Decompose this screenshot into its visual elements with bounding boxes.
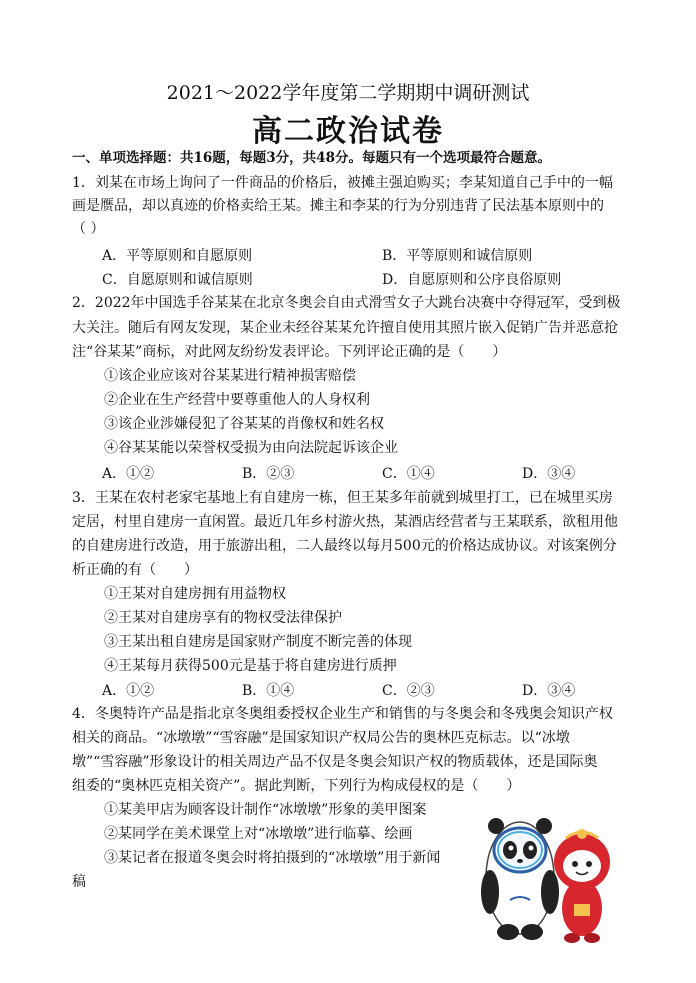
bing-dwen-dwen-icon <box>481 818 559 940</box>
shuey-rhon-rhon-icon <box>554 829 610 943</box>
q4-line-4: 组委的“奥林匹克相关资产”。据此判断，下列行为构成侵权的是（ ） <box>72 778 521 794</box>
q3-item-4: ④王某每月获得500元是基于将自建房进行质押 <box>104 658 397 674</box>
q2-line-1: 2．2022年中国选手谷某某在北京冬奥会自由式滑雪女子大跳台决赛中夺得冠军，受到极 <box>72 295 621 311</box>
q2-option-b: B．②③ <box>242 466 295 482</box>
q4-line-1: 4．冬奥特许产品是指北京冬奥组委授权企业生产和销售的与冬奥会和冬残奥会知识产权 <box>72 706 613 722</box>
q2-item-2: ②企业在生产经营中要尊重他人的人身权利 <box>104 392 370 408</box>
q2-option-c: C．①④ <box>382 466 435 482</box>
q1-option-d: D．自愿原则和公序良俗原则 <box>382 272 562 288</box>
q1-option-b: B．平等原则和诚信原则 <box>382 248 533 264</box>
q4-line-tail: 稿 <box>72 874 86 890</box>
q4-item-2: ②某同学在美术课堂上对“冰墩墩”进行临摹、绘画 <box>104 826 413 842</box>
q3-option-b: B．①④ <box>242 683 295 699</box>
q2-option-d: D．③④ <box>522 466 576 482</box>
q3-item-1: ①王某对自建房拥有用益物权 <box>104 586 286 602</box>
q2-option-a: A．①② <box>102 466 155 482</box>
exam-title: 2021～2022学年度第二学期期中调研测试 <box>166 82 530 104</box>
q2-line-2: 大关注。随后有网友发现，某企业未经谷某某允许擅自使用其照片嵌入促销广告并恶意抢 <box>72 320 618 336</box>
q4-item-1: ①某美甲店为顾客设计制作“冰墩墩”形象的美甲图案 <box>104 802 427 818</box>
q3-line-4: 析正确的有（ ） <box>72 562 198 578</box>
q1-line-1: 1．刘某在市场上询问了一件商品的价格后，被摊主强迫购买；李某知道自己手中的一幅 <box>72 175 613 191</box>
q1-option-a: A．平等原则和自愿原则 <box>102 248 253 264</box>
q2-item-3: ③该企业涉嫌侵犯了谷某某的肖像权和姓名权 <box>104 416 384 432</box>
q2-item-4: ④谷某某能以荣誉权受损为由向法院起诉该企业 <box>104 440 398 456</box>
section-heading: 一、单项选择题：共16题，每题3分，共48分。每题只有一个选项最符合题意。 <box>72 150 551 166</box>
q4-line-3: 墩”“雪容融”形象设计的相关周边产品不仅是冬奥会知识产权的物质载体，还是国际奥 <box>72 754 598 770</box>
q2-line-3: 注“谷某某”商标，对此网友纷纷发表评论。下列评论正确的是（ ） <box>72 344 507 360</box>
q3-option-c: C．②③ <box>382 683 435 699</box>
paper-title: 高二政治试卷 <box>252 114 444 149</box>
q3-line-1: 3．王某在农村老家宅基地上有自建房一栋，但王某多年前就到城里打工，已在城里买房 <box>72 490 613 506</box>
q3-option-d: D．③④ <box>522 683 576 699</box>
q1-option-c: C．自愿原则和诚信原则 <box>102 272 253 288</box>
mascots-illustration <box>470 800 620 950</box>
q3-line-3: 的自建房进行改造，用于旅游出租，二人最终以每月500元的价格达成协议。对该案例分 <box>72 538 617 554</box>
q1-line-2: 画是赝品，却以真迹的价格卖给王某。摊主和李某的行为分别违背了民法基本原则中的 <box>72 198 604 214</box>
q2-item-1: ①该企业应该对谷某某进行精神损害赔偿 <box>104 368 356 384</box>
q3-item-2: ②王某对自建房享有的物权受法律保护 <box>104 610 342 626</box>
q4-item-3: ③某记者在报道冬奥会时将拍摄到的“冰墩墩”用于新闻 <box>104 850 441 866</box>
q3-item-3: ③王某出租自建房是国家财产制度不断完善的体现 <box>104 634 412 650</box>
q4-line-2: 相关的商品。“冰墩墩”“雪容融”是国家知识产权局公告的奥林匹克标志。以“冰墩 <box>72 730 570 746</box>
q1-line-3: （ ） <box>72 221 105 237</box>
q3-option-a: A．①② <box>102 683 155 699</box>
q3-line-2: 定居，村里自建房一直闲置。最近几年乡村游火热，某酒店经营者与王某联系，欲租用他 <box>72 514 618 530</box>
